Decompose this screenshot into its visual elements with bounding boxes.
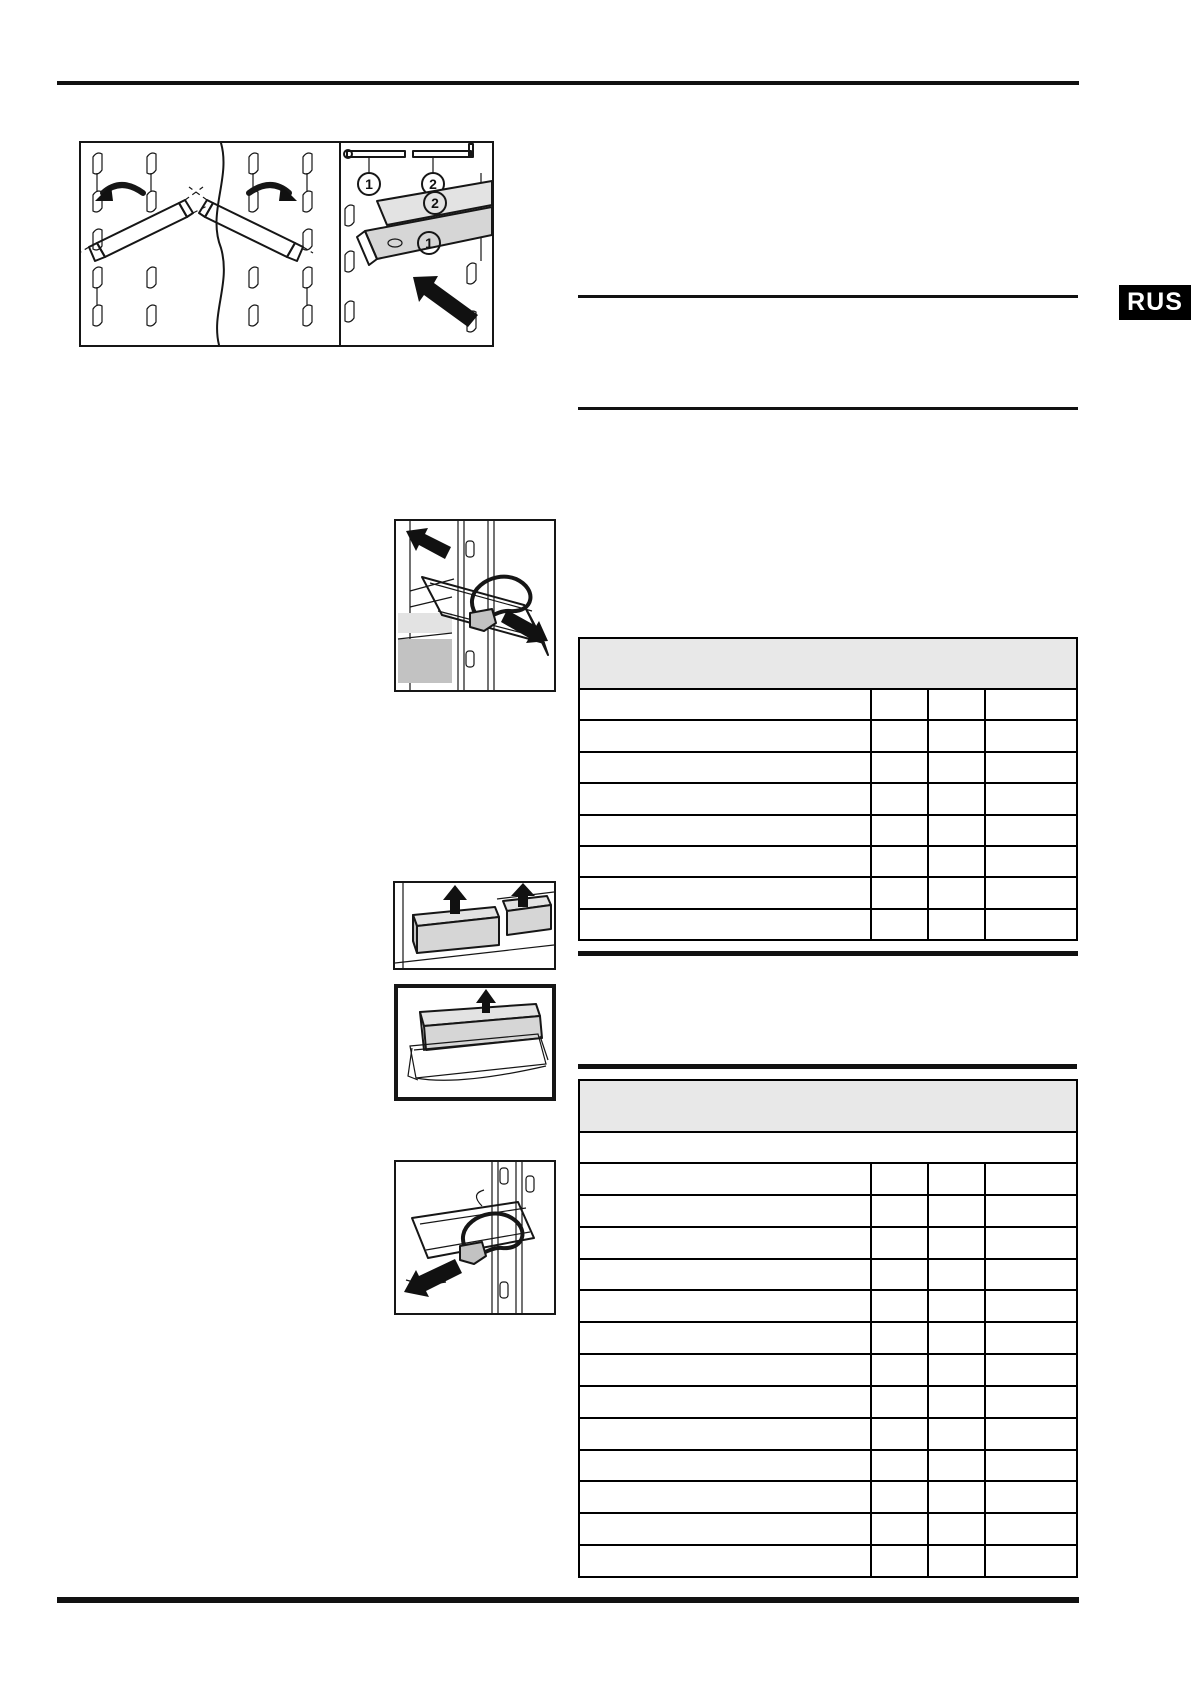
left-bracket: [81, 185, 209, 261]
table-1-row: [580, 847, 1076, 878]
table-1-cell: [870, 816, 927, 845]
table-1-row: [580, 878, 1076, 909]
figure-lift-cover: [394, 984, 556, 1101]
table-2-cell: [580, 1355, 870, 1385]
table-2-cell: [927, 1260, 984, 1290]
table-1-cell: [984, 753, 1076, 782]
table-2-cell: [870, 1419, 927, 1449]
table-2-row: [580, 1514, 1076, 1546]
table-1-cell: [927, 910, 984, 939]
table-2-row: [580, 1291, 1076, 1323]
table-1-cell: [580, 753, 870, 782]
figure-flap-cable-tie: [394, 519, 556, 692]
table-2-cell: [984, 1291, 1076, 1321]
table-2-cell: [984, 1482, 1076, 1512]
wall-break-line: [216, 143, 223, 345]
table-2-row: [580, 1260, 1076, 1292]
table-1-row: [580, 816, 1076, 847]
table-2-cell: [927, 1291, 984, 1321]
shelf-label-lower: 1: [425, 235, 433, 251]
table-2-cell: [984, 1451, 1076, 1481]
table-1-cell: [870, 878, 927, 907]
table-1-body: [580, 690, 1076, 939]
table-2-cell: [870, 1514, 927, 1544]
tie-clamp: [460, 1242, 486, 1264]
table-2-cell: [870, 1355, 927, 1385]
thick-divider-1: [578, 951, 1078, 956]
table-2-row: [580, 1323, 1076, 1355]
table-1-cell: [580, 878, 870, 907]
table-1-cell: [927, 690, 984, 719]
table-1-cell: [580, 910, 870, 939]
table-1-cell: [580, 721, 870, 750]
thick-divider-2: [578, 1064, 1077, 1069]
language-badge-label: RUS: [1127, 288, 1183, 316]
storage-table-2: [578, 1079, 1078, 1578]
table-2-cell: [984, 1228, 1076, 1258]
shelf-label-upper: 2: [431, 195, 439, 211]
table-2-row: [580, 1387, 1076, 1419]
table-2-cell: [870, 1546, 927, 1576]
table-2-cell: [984, 1387, 1076, 1417]
table-2-cell: [580, 1514, 870, 1544]
table-2-cell: [580, 1387, 870, 1417]
table-2-cell: [870, 1482, 927, 1512]
arrow-out-left: [404, 1259, 462, 1297]
table-2-cell: [984, 1514, 1076, 1544]
storage-table-1: [578, 637, 1078, 941]
bottom-rule: [57, 1597, 1079, 1603]
table-2-cell: [984, 1546, 1076, 1576]
table-1-cell: [927, 878, 984, 907]
tie-clamp: [470, 609, 496, 631]
table-2-cell: [984, 1419, 1076, 1449]
table-1-row: [580, 784, 1076, 815]
table-2-cell: [870, 1323, 927, 1353]
callout-1: 1: [365, 176, 373, 192]
shelf-assembly: [357, 181, 492, 265]
table-2-cell: [927, 1355, 984, 1385]
table-2-cell: [580, 1260, 870, 1290]
table-1-cell: [927, 721, 984, 750]
table-2-cell: [927, 1164, 984, 1194]
table-2-cell: [870, 1291, 927, 1321]
section-divider-1: [578, 295, 1078, 298]
language-badge: [1119, 285, 1191, 320]
table-2-row: [580, 1482, 1076, 1514]
table-2-cell: [927, 1451, 984, 1481]
table-2-cell: [927, 1546, 984, 1576]
table-2-cell: [870, 1164, 927, 1194]
table-2-cell: [870, 1260, 927, 1290]
table-1-cell: [870, 847, 927, 876]
table-1-row: [580, 910, 1076, 939]
callout-2: 2: [429, 176, 437, 192]
figure-release-cable-tie: [394, 1160, 556, 1315]
table-2-row: [580, 1355, 1076, 1387]
table-1-cell: [984, 847, 1076, 876]
table-1-row: [580, 690, 1076, 721]
table-2-cell: [580, 1323, 870, 1353]
table-2-body: [580, 1164, 1076, 1576]
table-2-row: [580, 1451, 1076, 1483]
remove-bins-drawing: [395, 883, 554, 968]
table-1-cell: [580, 690, 870, 719]
table-2-row: [580, 1419, 1076, 1451]
table-1-cell: [984, 690, 1076, 719]
table-1-row: [580, 753, 1076, 784]
table-1-cell: [870, 721, 927, 750]
table-2-cell: [580, 1546, 870, 1576]
table-2-cell: [927, 1196, 984, 1226]
table-1-cell: [927, 784, 984, 813]
table-1-cell: [984, 784, 1076, 813]
table-2-cell: [870, 1451, 927, 1481]
table-1-cell: [870, 753, 927, 782]
table-2-cell: [870, 1228, 927, 1258]
table-1-cell: [984, 878, 1076, 907]
table-2-row: [580, 1164, 1076, 1196]
table-2-header: [580, 1081, 1076, 1133]
table-2-cell: [580, 1482, 870, 1512]
table-2-row: [580, 1196, 1076, 1228]
table-1-header: [580, 639, 1076, 690]
table-1-cell: [580, 784, 870, 813]
table-1-cell: [984, 721, 1076, 750]
table-2-cell: [927, 1387, 984, 1417]
table-1-cell: [870, 690, 927, 719]
table-2-cell: [927, 1228, 984, 1258]
table-2-cell: [927, 1514, 984, 1544]
table-1-cell: [870, 784, 927, 813]
table-2-cell: [870, 1196, 927, 1226]
table-1-cell: [927, 753, 984, 782]
table-2-cell: [580, 1419, 870, 1449]
table-2-cell: [927, 1482, 984, 1512]
table-2-cell: [580, 1291, 870, 1321]
table-1-cell: [580, 847, 870, 876]
table-2-cell: [984, 1355, 1076, 1385]
table-2-cell: [984, 1164, 1076, 1194]
table-2-cell: [580, 1196, 870, 1226]
table-2-cell: [984, 1323, 1076, 1353]
table-1-cell: [580, 816, 870, 845]
table-1-cell: [984, 816, 1076, 845]
flap-cable-tie-drawing: [396, 521, 554, 690]
right-bracket: [189, 185, 313, 261]
table-1-cell: [927, 847, 984, 876]
shelf-rail-mounting-drawing: [81, 143, 492, 345]
table-1-row: [580, 721, 1076, 752]
lift-cover-drawing: [398, 988, 552, 1097]
figure-remove-bins: [393, 881, 556, 970]
table-2-row: [580, 1546, 1076, 1576]
table-2-cell: [927, 1323, 984, 1353]
table-1-cell: [984, 910, 1076, 939]
table-2-cell: [580, 1164, 870, 1194]
table-2-cell: [580, 1228, 870, 1258]
table-2-cell: [870, 1387, 927, 1417]
table-2-cell: [984, 1196, 1076, 1226]
section-divider-2: [578, 407, 1078, 410]
table-2-cell: [580, 1451, 870, 1481]
figure-shelf-rail-mounting: [79, 141, 494, 347]
table-2-subheader: [580, 1133, 1076, 1164]
release-cable-tie-drawing: [396, 1162, 554, 1313]
table-2-row: [580, 1228, 1076, 1260]
arrow-up-left: [406, 528, 451, 559]
table-2-cell: [984, 1260, 1076, 1290]
table-1-cell: [870, 910, 927, 939]
table-1-cell: [927, 816, 984, 845]
top-rule: [57, 81, 1079, 85]
table-2-cell: [927, 1419, 984, 1449]
